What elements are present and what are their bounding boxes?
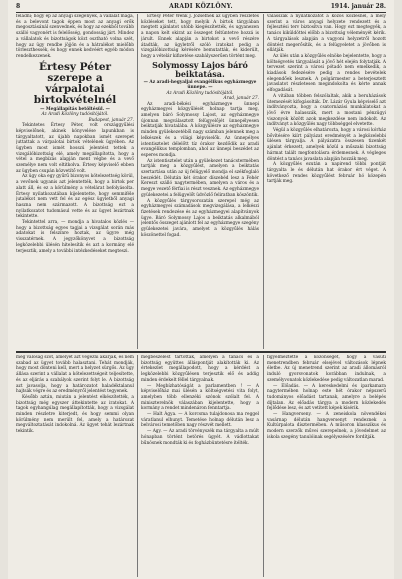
column-left [16,14,134,349]
article-body: meg valóság szót, amelyet azt végezni akarják, és nem szabad az ügyet tovább halasztani. Tehát mondják, hogy most dönteni kell, mert a helyzet sürgős. Az ügy állása szerint a vállalat a kötelezettségeit teljesítette, és az eljárás a szabályok szerint folyt le. A bizottság azt javasolja, hogy a határozatot haladéktalanul hajtsák végre és az eredményről jelentést tegyenek. [16,355,134,395]
column-divider [263,14,264,349]
article-body: figyelmeztette a közönséget, hogy a vasúti menetrendben február elsejével változások lépnek életbe. Az új menetrend szerint az aradi állomásról induló gyorsvonatok korábban indulnak, a személyvonatok közlekedése pedig változatlan marad. [267,355,386,383]
article-body: Végül a közgyűlés elhatározta, hogy a városi kórház bővítésére kiírt pályázat eredményét a legközelebbi ülésen tárgyalja. A pályázatra összesen tizenkét ajánlat érkezett, amelyek közül a műszaki bizottság hármat talált megfontolásra érdemesnek. A végleges döntést a tanács javaslata alapján hozzák meg. [267,128,386,162]
subheadline-ertesy: — Megállapítás betöltésül. — [40,106,110,112]
headline-solymossy: Solymossy Lajos báró beiktatása. [152,59,248,79]
article-body: Az istentisztelet után a gyülekezet tanácstermében tartják meg a közgyűlést, amelyen a beiktatás szertartása után az új felügyelő mondja el székfoglaló beszédét. Délután két órakor díszebéd lesz a Fehér Kereszt szálló nagytermében, amelyen a város és a megye vezető férfiai is részt vesznek. Az egyházmegye gyülekezetei a felügyelőt üdvözlő feliratban köszöntik. [141,158,259,198]
byline-ertesy: Az Aradi Közlöny tudósítójától. [41,112,109,118]
column-lower-left [16,355,134,577]
article-body: Az ügy oka egy gyűrű bizonyos kötelezettség körül, a vevőnek ugyanis azt jelentették, hogy a birtok per alatt áll, és ez a körülmény a vételárat befolyásolta. Értesy nyilatkozatában kijelentette, hogy semmiféle jutalékot nem vett fel és az egész ügyletből anyagi haszna nem származott. A bizottság ezt a nyilatkozatot tudomásul vette és az ügyet lezártnak tekintette. [16,174,134,220]
news-item: — Hangverseny. — A zeneiskola növendékei vasárnap délután hangversenyt rendeznek a Kultúrpalota dísztermében. A műsoron klasszikus és modern szerzők művei szerepelnek, a jövedelmet az iskola szegény tanulóinak segélyezésére fordítják. [267,412,386,440]
dateline-solymossy: Arad, január 27. [223,96,259,102]
article-intro-right: válasszák a nyilatkozatot a közös közlésnél, a mely szerint a város anyagi helyzete rendezett és a fejlesztési terv biztosítva van. Hogy ezt megtegyék, a tanács kiküldöttei előbb a bizottság véleményét kérik. A tárgyalások alapján a vagyoni helyzetről hozott döntést megerősítik, és a felügyeletet a jövőben is ellátják. [267,14,386,54]
news-item: — Halt Ágya. — A korcsma tulajdonosa ma reggel váratlanul elhunyt. Temetése holnap délután lesz a belvárosi temetőben nagy részvét mellett. [141,412,259,429]
column-right [267,14,386,349]
article-body: megbeszélést tartottak, amelyen a tanács és a bizottság együttes álláspontját alakították ki. Az értekezlet megállapodott, hogy a kérdést a legközelebbi közgyűlésen terjesztik elő és addig minden érdekelt féllel tárgyalnak. [141,355,259,383]
article-intro-left: feladni; hogy ép az anyagi szegények, a vállalat maga, és a belevont tagok éppen most az anyagi erők megosztásánál szenvednek, és hogy az ezekből tovább szálló vagyonért is felelősség, gondosság járt. Mindez a vállalatok és bizottságok közt osztható volna szét, hogy az ügy rendbe jöjjön és a hátralékot mielőbb törleszthessék, és hogy ennek kedvéért egyéb módon rendelkezzenek. [16,14,134,59]
article-body: Tekintetes Értesy Péter, volt országgyűlési képviselőnek, akinek könyvelése lapunkban is tárgyaltatott, az újabb napokban ismét szerepet juttattak a várpalotai birtok vételének ügyében. Az ügyben most ismét hosszú jelentést tettek a vizsgálóbizottság elé, amely megállapította, hogy a vétel a megbízás alapján ment végbe és a vevő személye nem volt eltitkolva. Értesy képviselő ebben az ügyben csupán közvetítő volt. [16,123,134,174]
news-item: — Megbízhatóságát a parlamentben ! — A képviselőház mai ülésén a költségvetési vita folyt, amelyben több ellenzéki szónok szólalt fel. A miniszterelnök válaszában kijelentette, hogy a kormány a rendet mindenáron fenntartja. [141,383,259,412]
news-item: — Agy. — Az aradi törvényszék ma tárgyalta a múlt hónapban történt betörés ügyét. A vádlottakat bűnösnek mondták ki és fogházbüntetésre ítélték. [141,429,259,446]
issue-date: 1914. január 28. [330,3,386,10]
page-number: 8 [16,3,21,10]
dateline-ertesy: Budapest, január 27. [88,117,134,123]
article-body: Az ülés után a közgyűlés elnöke bejelentette, hogy a költségvetés tárgyalását a jövő hét elején folytatják. A tervezet szerint a városi pótadó nem emelkedik, a kiadások fedezésére pedig a rendes bevételek elegendőek lesznek. A polgármester a beterjesztett javaslatot részletesen megindokolta és kérte annak elfogadását. [267,53,386,94]
column-lower-right [267,355,386,577]
column-middle [141,14,259,349]
headline-ertesy: Értesy Péter szerepe a várpalotai birtokvételnél [33,60,117,106]
page-header [16,3,386,12]
column-lower-middle [141,355,259,577]
article-body: A közgyűlés tárgysorozatán szerepel még az egyházmegyei számadások megvizsgálása, a lelkészi fizetések rendezése és az egyházmegyei alapítványok ügye. Báró Solymossy Lajos a beiktatás alkalmából jelentős összeget ajánlott fel az egyházmegye szegény gyülekezetei javára, amelyet a közgyűlés hálás köszönettel fogad. [141,198,259,238]
column-divider [137,355,138,577]
article-body: A vitában többen felszólaltak, akik a beruházások ütemezését kifogásolták. Dr. Lázár Gyula képviselő azt indítványozta, hogy a csatornázási munkálatokat a jövő évre halasszák, mert a mostani pénzügyi viszonyok között azok megkezdése nem indokolt. Az indítványt a közgyűlés nagy többséggel elvetette. [267,93,386,128]
header-rule [16,12,386,13]
newspaper-page [8,0,394,579]
column-divider [137,14,138,349]
article-intro-middle: Értesy Péter Wenk J. Józsefnek az ügyben részletes közléseket tett, hogy melyik A birtok tárgyában megtett ajánlatot utóbb kiegészítették, és ugyanezen a napon kelt okirat az összeget feltüntetve hozzá is járult. Ennek alapján a birtokot a vevő részére átadták, az ügyletről szóló iratokat pedig a vizsgálóbizottság kérésére bemutatták, és kiderült, hogy a vételár kifizetése szabályszerűen történt meg. [141,14,259,59]
subheadline-solymossy: — Az aradi-hegyaljai evangélikus egyházmegye ünnepe. — [143,79,257,91]
newspaper-title: ARADI KÖZLÖNY. [169,3,233,10]
section-rule [16,351,386,353]
byline-solymossy: Az Aradi Közlöny tudósítójától. [166,90,234,96]
column-divider [263,355,264,577]
news-item: — Előadás. — A kereskedelmi és iparkamara nagytermében holnap este hét órakor népszerű tudományos előadást tartanak, amelyre a belépés díjtalan. Az előadás tárgya a modern közlekedés fejlődése lesz, és azt vetített képek kísérik. [267,383,386,412]
article-body: Az aradi-békési egyházmegye ünnepi egyházmegyei közgyűlését holnap tartja meg, amelyen báró Solymossy Lajost, az egyházmegye újonnan megválasztott felügyelőjét ünnepélyesen beiktatják hivatalába. A közgyűlésre az egyházmegye minden gyülekezetéből nagy számban jelennek meg a lelkészek és a világi képviselők. Az ünnepélyes istentisztelet délelőtt tíz órakor kezdődik az aradi evangélikus templomban, ahol az ünnepi beszédet az esperes mondja. [141,101,259,158]
article-body: Tekintettel arra, — mondja a hivatalos közlés — hogy a bizottság egyes tagjai a vizsgálat során más adatokat is felszínre hoztak, az ügyre még visszatérnek. A jegyzőkönyvet a bizottság legközelebbi ülésén hitelesítik és azt a kormány elé terjesztik, amely a további intézkedéseket megteszi. [16,220,134,254]
article-body: Később aztán, miután a jelentést elkészítették, a bizottság még egyszer áttekintette az iratokat. A tagok egyhangúlag megállapították, hogy a vizsgálat minden részletre kiterjedt, és hogy semmi olyan körülmény nem merült fel, amely a határozat megváltoztatását indokolná. Az ügyet tehát lezártnak tekintik. [16,394,134,435]
article-body: A közgyűlés ezután a napirend többi pontját tárgyalta le és délután hat órakor ért véget. A következő rendes közgyűlést február hó közepén tartják meg. [267,162,386,185]
